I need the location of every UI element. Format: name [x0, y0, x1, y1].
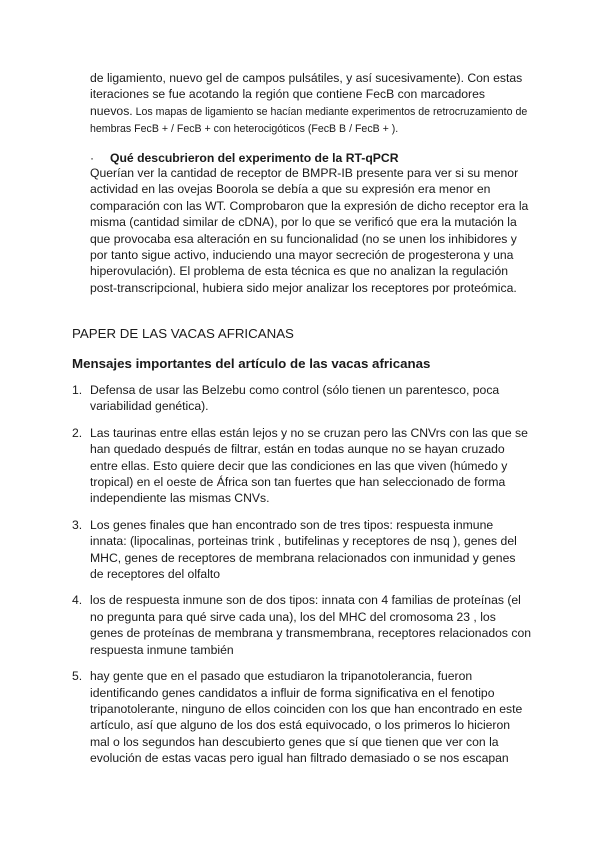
subsection-title: Mensajes importantes del artículo de las vacas africanas [72, 356, 431, 371]
list-item-text: Las taurinas entre ellas están lejos y no se cruzan pero las CNVrs con las que se han quedado después de filtrar, están en todas aunque no se hayan cruzado entre ellas. Esto quiere decir que las condiciones en las que viven (húmedo y tropical) en el oeste de África son tan fuertes que han seleccionado de forma independiente las mismas CNVs. [90, 425, 528, 506]
list-item-text: hay gente que en el pasado que estudiaron la tripanotolerancia, fueron identificando genes candidatos a influir de forma significativa en el fenotipo tripanotolerante, ninguno de ellos coinciden con los que han encontrado en este artículo, así que alguno de los dos está equivocado, o los primeros lo hicieron mal o los segundos han descubierto genes que sí que tienen que ver con la evolución de estas vacas pero igual han filtrado demasiado o se nos escapan [90, 669, 523, 766]
bullet-dot: · [90, 151, 95, 165]
list-item-number: 1. [72, 383, 83, 397]
list-item-number: 2. [72, 425, 83, 440]
list-item-text: Defensa de usar las Belzebu como control (sólo tienen un parentesco, poca variabilidad genética). [90, 383, 500, 414]
list-item [72, 382, 532, 415]
intro-paragraph-small: Los mapas de ligamiento se hacían mediante experimentos de retrocruzamiento de hembras FecB + / FecB + con heterocigóticos (FecB B / FecB + ). [90, 105, 528, 136]
list-item [72, 517, 532, 583]
list-item [72, 668, 532, 766]
list-item-text: los de respuesta inmune son de dos tipos: innata con 4 familias de proteínas (el no pregunta para qué sirve cada una), los del MHC del cromosoma 23 , los genes de proteínas de membrana y transmembrana, receptores relacionados con respuesta inmune también [90, 593, 532, 657]
list-item-number: 4. [72, 593, 83, 608]
messages-list [72, 382, 532, 777]
list-item-text: Los genes finales que han encontrado son de tres tipos: respuesta inmune innata: (lipocalinas, porteinas trink , butifelinas y receptores de nsq ), genes del MHC, genes de receptores de membrana relacionados con inmunidad y genes de receptores del olfalto [90, 517, 517, 582]
bullet-heading [90, 150, 399, 166]
intro-paragraph [90, 70, 530, 138]
bullet-heading-text: Qué descubrieron del experimento de la RT-qPCR [110, 151, 399, 165]
list-item-number: 5. [72, 669, 83, 684]
list-item [72, 425, 532, 507]
section-title: PAPER DE LAS VACAS AFRICANAS [72, 326, 294, 341]
rt-qpcr-paragraph: Querían ver la cantidad de receptor de BMPR-IB presente para ver si su menor actividad en las ovejas Boorola se debía a que su expresión era menor en comparación con las WT. Comprobaron que la expresión de dicho receptor era la misma (cantidad similar de cDNA), por lo que se verificó que era la mutación la que provocaba esa alteración en su funcionalidad (no se unen los inhibidores y por tanto sigue activo, induciendo una mayor secreción de progesterona y una hiperovulación). El problema de esta técnica es que no analizan la regulación post-transcripcional, hubiera sido mejor analizar los receptores por proteómica. [90, 166, 529, 295]
intro-paragraph-main: de ligamiento, nuevo gel de campos pulsátiles, y así sucesivamente). Con estas iteraciones se fue acotando la región que contiene FecB con marcadores nuevos. [90, 71, 523, 118]
list-item [72, 592, 532, 658]
list-item-number: 3. [72, 517, 83, 532]
